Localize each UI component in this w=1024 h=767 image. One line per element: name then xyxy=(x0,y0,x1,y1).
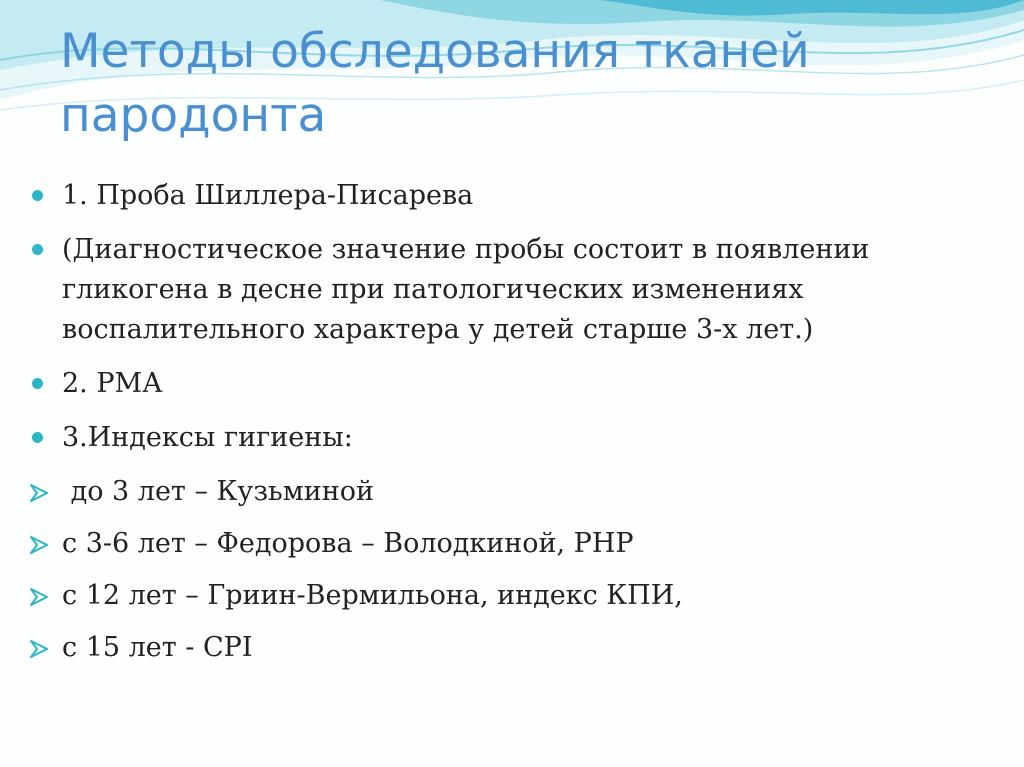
list-item xyxy=(28,628,1008,668)
list-item-text: 2. РМА xyxy=(62,368,163,399)
arrow-bullet-icon xyxy=(28,586,50,608)
list-item xyxy=(28,472,1008,512)
list-item xyxy=(28,364,1008,404)
arrow-bullet-icon xyxy=(28,482,50,504)
list-item-text: с 15 лет - СPI xyxy=(62,632,253,663)
circle-bullet-icon xyxy=(32,244,43,255)
circle-bullet-icon xyxy=(32,432,43,443)
list-item xyxy=(28,418,1008,458)
bullet-list xyxy=(28,176,1008,680)
list-item-text: до 3 лет – Кузьминой xyxy=(62,476,374,507)
arrow-bullet-icon xyxy=(28,638,50,660)
list-item-text: с 12 лет – Гриин-Вермильона, индекс КПИ, xyxy=(62,580,683,611)
list-item xyxy=(28,176,1008,216)
circle-bullet-icon xyxy=(32,378,43,389)
list-item xyxy=(28,576,1008,616)
list-item-text: с 3-6 лет – Федорова – Володкиной, PHP xyxy=(62,528,634,559)
list-item-text: 1. Проба Шиллера-Писарева xyxy=(62,180,474,211)
arrow-bullet-icon xyxy=(28,534,50,556)
slide-title: Методы обследования тканей пародонта xyxy=(60,24,810,143)
list-item xyxy=(28,524,1008,564)
list-item xyxy=(28,230,1008,350)
list-item-text: 3.Индексы гигиены: xyxy=(62,422,353,453)
circle-bullet-icon xyxy=(32,190,43,201)
list-item-text: (Диагностическое значение пробы состоит в появлении гликогена в десне при патологических изменениях воспалительного характера у детей старше 3-х лет.) xyxy=(62,234,870,345)
